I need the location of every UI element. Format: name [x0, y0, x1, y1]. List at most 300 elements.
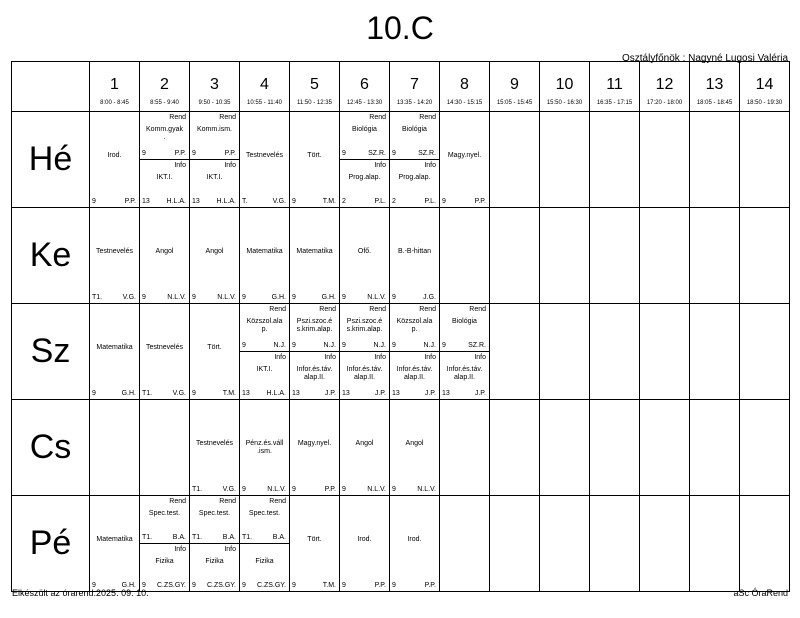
- empty-slot: [490, 496, 539, 591]
- day-name: Hé: [12, 112, 90, 208]
- teacher-label: V.G.: [172, 390, 186, 397]
- period-number: 7: [410, 76, 419, 93]
- teacher-label: P.P.: [474, 198, 486, 205]
- lesson-cell: [190, 304, 240, 400]
- group-lesson-top: [290, 304, 339, 352]
- group-label: Info: [224, 162, 236, 169]
- lesson-cell: [390, 208, 440, 304]
- teacher-label: T.M.: [322, 582, 336, 589]
- teacher-label: SZ.R.: [468, 342, 486, 349]
- group-lesson-bottom: [190, 160, 239, 207]
- lesson-cell: [390, 112, 440, 208]
- subject-label: Infor.és.táv. alap.II.: [446, 366, 483, 381]
- teacher-label: J.P.: [324, 390, 336, 397]
- teacher-label: H.L.A.: [266, 390, 286, 397]
- lesson: [190, 400, 239, 495]
- group-lesson-top: [240, 496, 289, 544]
- room-label: 9: [192, 150, 196, 157]
- subject-label: Biológia: [352, 126, 377, 133]
- empty-slot: [590, 208, 639, 303]
- period-number: 6: [360, 76, 369, 93]
- room-label: 9: [242, 582, 246, 589]
- room-label: 9: [292, 342, 296, 349]
- subject-label: Magy.nyel.: [447, 152, 482, 159]
- split-lesson: [240, 304, 289, 399]
- group-lesson-top: [340, 304, 389, 352]
- generated-date: Elkészült az órarend:2025. 09. 10.: [12, 588, 149, 598]
- lesson-cell: [390, 400, 440, 496]
- empty-slot: [590, 496, 639, 591]
- lesson-cell: [190, 208, 240, 304]
- teacher-label: G.H.: [271, 294, 286, 301]
- subject-label: Irod.: [357, 536, 372, 543]
- teacher-label: N.L.V.: [367, 486, 386, 493]
- empty-slot: [740, 208, 789, 303]
- empty-slot: [90, 400, 139, 495]
- room-label: T1.: [142, 390, 153, 397]
- split-lesson: [140, 112, 189, 207]
- group-lesson-bottom: [140, 544, 189, 591]
- lesson-cell: [490, 400, 540, 496]
- lesson: [240, 400, 289, 495]
- room-label: 9: [392, 294, 396, 301]
- lesson-cell: [140, 400, 190, 496]
- room-label: 13: [392, 390, 400, 397]
- timetable-title: 10.C: [366, 10, 434, 46]
- subject-label: Infor.és.táv. alap.II.: [346, 366, 383, 381]
- subject-label: Fizika: [155, 558, 174, 565]
- day-row: [12, 400, 790, 496]
- split-lesson: [390, 112, 439, 207]
- group-lesson-top: [140, 496, 189, 544]
- lesson-cell: [640, 304, 690, 400]
- lesson-cell: [290, 400, 340, 496]
- group-label: Rend: [169, 498, 186, 505]
- teacher-label: B.A.: [272, 534, 286, 541]
- group-label: Rend: [419, 306, 436, 313]
- lesson-cell: [640, 496, 690, 592]
- subject-label: IKT.I.: [156, 174, 173, 181]
- teacher-label: N.J.: [423, 342, 436, 349]
- room-label: 9: [342, 582, 346, 589]
- room-label: 9: [392, 486, 396, 493]
- teacher-label: G.H.: [121, 582, 136, 589]
- room-label: 9: [342, 294, 346, 301]
- day-name: Sz: [12, 304, 90, 400]
- teacher-label: T.M.: [322, 198, 336, 205]
- group-lesson-bottom: [390, 352, 439, 399]
- subject-label: Pszi.szoc.é s.krim.alap.: [346, 318, 383, 333]
- group-lesson-bottom: [140, 160, 189, 207]
- timetable-grid: [11, 61, 790, 592]
- room-label: 13: [242, 390, 250, 397]
- room-label: 9: [142, 582, 146, 589]
- group-label: Info: [474, 354, 486, 361]
- class-teacher: Osztályfőnök : Nagyné Lugosi Valéria: [621, 53, 788, 64]
- period-header: [440, 62, 490, 112]
- group-label: Info: [324, 354, 336, 361]
- period-header: [140, 62, 190, 112]
- lesson: [240, 112, 289, 207]
- period-time: 16:35 - 17:15: [596, 100, 633, 106]
- group-lesson-bottom: [190, 544, 239, 591]
- day-name: Pé: [12, 496, 90, 592]
- lesson-cell: [240, 112, 290, 208]
- group-label: Info: [274, 354, 286, 361]
- group-label: Rend: [219, 498, 236, 505]
- room-label: 9: [342, 342, 346, 349]
- subject-label: Tört.: [207, 344, 222, 351]
- period-header: [690, 62, 740, 112]
- split-lesson: [140, 496, 189, 591]
- lesson-cell: [690, 208, 740, 304]
- group-label: Rend: [369, 306, 386, 313]
- subject-label: Biológia: [402, 126, 427, 133]
- subject-label: Testnevelés: [246, 152, 283, 159]
- day-name: Ke: [12, 208, 90, 304]
- subject-label: Matematika: [296, 248, 333, 255]
- room-label: 9: [192, 390, 196, 397]
- lesson-cell: [590, 496, 640, 592]
- period-number: 14: [755, 76, 774, 93]
- lesson-cell: [690, 112, 740, 208]
- subject-label: Komm.ism.: [197, 126, 232, 133]
- period-time: 17:20 - 18:00: [646, 100, 683, 106]
- split-lesson: [240, 496, 289, 591]
- teacher-label: B.A.: [222, 534, 236, 541]
- room-label: 9: [392, 150, 396, 157]
- room-label: 9: [142, 150, 146, 157]
- group-label: Rend: [269, 498, 286, 505]
- group-label: Info: [224, 546, 236, 553]
- teacher-label: P.P.: [324, 486, 336, 493]
- teacher-label: G.H.: [321, 294, 336, 301]
- teacher-label: N.L.V.: [417, 486, 436, 493]
- lesson-cell: [740, 496, 790, 592]
- split-lesson: [190, 496, 239, 591]
- lesson: [190, 304, 239, 399]
- lesson: [390, 496, 439, 591]
- period-time: 8:55 - 9:40: [150, 100, 179, 106]
- period-time: 18:05 - 18:45: [696, 100, 733, 106]
- room-label: T1.: [192, 486, 203, 493]
- lesson-cell: [540, 400, 590, 496]
- room-label: 9: [292, 294, 296, 301]
- subject-label: Angol: [355, 440, 374, 447]
- period-header: [540, 62, 590, 112]
- lesson: [290, 496, 339, 591]
- room-label: 9: [442, 198, 446, 205]
- period-time: 18:50 - 19:30: [746, 100, 783, 106]
- lesson-cell: [740, 208, 790, 304]
- subject-label: Spec.test.: [248, 510, 281, 517]
- lesson-cell: [440, 208, 490, 304]
- group-label: Rend: [369, 114, 386, 121]
- empty-slot: [640, 400, 689, 495]
- lesson-cell: [740, 304, 790, 400]
- empty-slot: [440, 208, 489, 303]
- teacher-label: P.P.: [224, 150, 236, 157]
- group-label: Rend: [319, 306, 336, 313]
- empty-slot: [540, 304, 589, 399]
- empty-slot: [490, 208, 539, 303]
- room-label: 9: [292, 198, 296, 205]
- period-time: 13:35 - 14:20: [396, 100, 433, 106]
- empty-slot: [490, 112, 539, 207]
- lesson-cell: [390, 496, 440, 592]
- subject-label: Testnevelés: [96, 248, 133, 255]
- subject-label: Testnevelés: [196, 440, 233, 447]
- group-lesson-bottom: [340, 352, 389, 399]
- lesson-cell: [490, 208, 540, 304]
- empty-slot: [540, 208, 589, 303]
- lesson-cell: [290, 112, 340, 208]
- lesson-cell: [140, 208, 190, 304]
- group-label: Rend: [219, 114, 236, 121]
- room-label: 13: [142, 198, 150, 205]
- day-row: [12, 112, 790, 208]
- period-number: 5: [310, 76, 319, 93]
- empty-slot: [640, 304, 689, 399]
- subject-label: Fizika: [255, 558, 274, 565]
- empty-slot: [140, 400, 189, 495]
- lesson-cell: [640, 208, 690, 304]
- room-label: 13: [192, 198, 200, 205]
- period-header: [640, 62, 690, 112]
- room-label: 2: [392, 198, 396, 205]
- lesson-cell: [340, 400, 390, 496]
- day-row: [12, 304, 790, 400]
- group-label: Rend: [169, 114, 186, 121]
- lesson: [240, 208, 289, 303]
- period-header: [90, 62, 140, 112]
- teacher-label: N.L.V.: [217, 294, 236, 301]
- lesson-cell: [440, 112, 490, 208]
- room-label: 9: [192, 294, 196, 301]
- lesson-cell: [340, 304, 390, 400]
- lesson: [290, 208, 339, 303]
- subject-label: Pszi.szoc.é s.krim.alap.: [296, 318, 333, 333]
- teacher-label: N.J.: [373, 342, 386, 349]
- teacher-label: N.J.: [273, 342, 286, 349]
- room-label: 9: [242, 486, 246, 493]
- subject-label: Matematika: [246, 248, 283, 255]
- empty-slot: [440, 400, 489, 495]
- group-label: Info: [174, 162, 186, 169]
- subject-label: Spec.test.: [148, 510, 181, 517]
- period-header: [740, 62, 790, 112]
- period-header: [240, 62, 290, 112]
- group-lesson-bottom: [240, 352, 289, 399]
- lesson-cell: [690, 304, 740, 400]
- empty-slot: [740, 496, 789, 591]
- teacher-label: P.L.: [374, 198, 386, 205]
- day-name: Cs: [12, 400, 90, 496]
- teacher-label: SZ.R.: [368, 150, 386, 157]
- subject-label: Irod.: [107, 152, 122, 159]
- group-lesson-bottom: [390, 160, 439, 207]
- teacher-label: H.L.A.: [166, 198, 186, 205]
- room-label: 9: [92, 390, 96, 397]
- period-time: 10:55 - 11:40: [247, 100, 282, 106]
- teacher-label: B.A.: [172, 534, 186, 541]
- empty-slot: [690, 208, 739, 303]
- lesson: [190, 208, 239, 303]
- group-label: Info: [424, 162, 436, 169]
- day-row: [12, 496, 790, 592]
- lesson: [390, 208, 439, 303]
- group-lesson-top: [140, 112, 189, 160]
- group-label: Info: [174, 546, 186, 553]
- subject-label: Angol: [205, 248, 224, 255]
- empty-slot: [590, 304, 639, 399]
- empty-slot: [640, 496, 689, 591]
- teacher-label: P.P.: [174, 150, 186, 157]
- lesson-cell: [190, 112, 240, 208]
- lesson-cell: [490, 304, 540, 400]
- lesson-cell: [640, 400, 690, 496]
- subject-label: Pénz.és.váll .ism.: [245, 440, 284, 455]
- room-label: 9: [92, 198, 96, 205]
- lesson: [90, 208, 139, 303]
- lesson-cell: [340, 496, 390, 592]
- teacher-label: N.L.V.: [367, 294, 386, 301]
- group-lesson-top: [340, 112, 389, 160]
- teacher-label: V.G.: [222, 486, 236, 493]
- lesson-cell: [90, 304, 140, 400]
- period-time: 15:05 - 15:45: [496, 100, 533, 106]
- period-time: 9:50 - 10:35: [198, 100, 231, 106]
- teacher-label: P.P.: [124, 198, 136, 205]
- period-time: 15:50 - 16:30: [546, 100, 583, 106]
- lesson-cell: [490, 112, 540, 208]
- period-number: 13: [705, 76, 724, 93]
- teacher-label: G.H.: [121, 390, 136, 397]
- room-label: T1.: [92, 294, 103, 301]
- split-lesson: [440, 304, 489, 399]
- empty-slot: [690, 496, 739, 591]
- lesson-cell: [90, 112, 140, 208]
- group-lesson-top: [440, 304, 489, 352]
- teacher-label: V.G.: [272, 198, 286, 205]
- lesson-cell: [190, 496, 240, 592]
- room-label: T1.: [142, 534, 153, 541]
- period-number: 4: [260, 76, 269, 93]
- period-header: [390, 62, 440, 112]
- teacher-label: N.J.: [323, 342, 336, 349]
- period-number: 9: [510, 76, 519, 93]
- period-number: 3: [210, 76, 219, 93]
- group-lesson-bottom: [240, 544, 289, 591]
- empty-slot: [540, 400, 589, 495]
- teacher-label: J.P.: [474, 390, 486, 397]
- empty-slot: [740, 304, 789, 399]
- room-label: T.: [242, 198, 248, 205]
- period-header: [590, 62, 640, 112]
- room-label: 13: [442, 390, 450, 397]
- lesson-cell: [290, 304, 340, 400]
- lesson-cell: [240, 304, 290, 400]
- period-header-row: [12, 62, 790, 112]
- subject-label: Magy.nyel.: [297, 440, 332, 447]
- lesson: [290, 400, 339, 495]
- lesson-cell: [90, 208, 140, 304]
- lesson-cell: [290, 208, 340, 304]
- period-time: 12:45 - 13:30: [346, 100, 383, 106]
- lesson-cell: [590, 304, 640, 400]
- split-lesson: [340, 304, 389, 399]
- empty-slot: [690, 112, 739, 207]
- period-number: 10: [555, 76, 574, 93]
- period-header: [190, 62, 240, 112]
- lesson-cell: [440, 304, 490, 400]
- group-lesson-top: [390, 112, 439, 160]
- room-label: 9: [192, 582, 196, 589]
- teacher-label: J.G.: [423, 294, 436, 301]
- room-label: 9: [142, 294, 146, 301]
- subject-label: Testnevelés: [146, 344, 183, 351]
- teacher-label: T.M.: [222, 390, 236, 397]
- lesson: [90, 496, 139, 591]
- subject-label: Irod.: [407, 536, 422, 543]
- lesson: [140, 304, 189, 399]
- teacher-label: N.L.V.: [167, 294, 186, 301]
- room-label: 9: [242, 342, 246, 349]
- subject-label: IKT.I.: [206, 174, 223, 181]
- period-number: 8: [460, 76, 469, 93]
- empty-slot: [590, 400, 639, 495]
- period-number: 2: [160, 76, 169, 93]
- room-label: 2: [342, 198, 346, 205]
- lesson-cell: [140, 496, 190, 592]
- teacher-label: J.P.: [374, 390, 386, 397]
- subject-label: Angol: [155, 248, 174, 255]
- group-lesson-bottom: [340, 160, 389, 207]
- lesson: [90, 112, 139, 207]
- room-label: 9: [392, 342, 396, 349]
- subject-label: Matematika: [96, 536, 133, 543]
- group-label: Rend: [469, 306, 486, 313]
- period-header: [490, 62, 540, 112]
- lesson-cell: [590, 400, 640, 496]
- empty-slot: [490, 400, 539, 495]
- group-label: Info: [374, 162, 386, 169]
- group-label: Rend: [269, 306, 286, 313]
- lesson-cell: [240, 208, 290, 304]
- period-header: [290, 62, 340, 112]
- group-lesson-bottom: [440, 352, 489, 399]
- room-label: 9: [292, 486, 296, 493]
- lesson-cell: [240, 400, 290, 496]
- empty-slot: [690, 400, 739, 495]
- subject-label: Fizika: [205, 558, 224, 565]
- lesson-cell: [640, 112, 690, 208]
- room-label: 9: [92, 582, 96, 589]
- subject-label: Tört.: [307, 152, 322, 159]
- subject-label: B.-B-hittan: [397, 248, 432, 255]
- empty-slot: [690, 304, 739, 399]
- teacher-label: P.P.: [374, 582, 386, 589]
- empty-slot: [490, 304, 539, 399]
- lesson-cell: [440, 400, 490, 496]
- corner-cell: [12, 62, 90, 112]
- lesson-cell: [740, 400, 790, 496]
- subject-label: Komm.gyak .: [146, 126, 183, 141]
- lesson-cell: [190, 400, 240, 496]
- lesson-cell: [90, 400, 140, 496]
- empty-slot: [740, 112, 789, 207]
- subject-label: Spec.test.: [198, 510, 231, 517]
